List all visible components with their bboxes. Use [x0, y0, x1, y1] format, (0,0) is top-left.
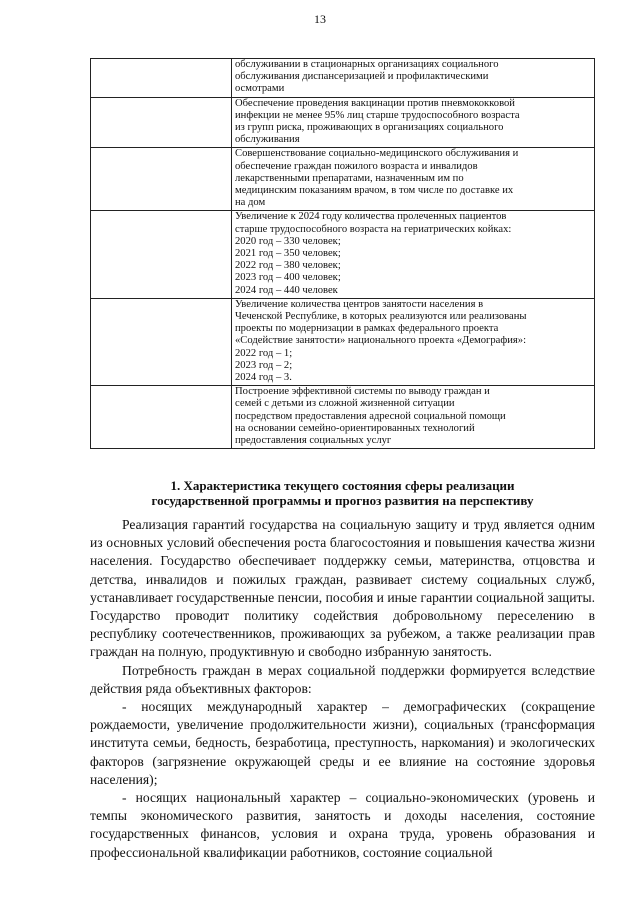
section-title-line-2: государственной программы и прогноз развития на перспективу [151, 492, 534, 508]
table-cell-text [232, 386, 595, 449]
table-cell-text [232, 211, 595, 298]
table-cell-line: на основании семейно-ориентированных технологий [235, 422, 475, 434]
table-cell-line: предоставления социальных услуг [235, 435, 392, 447]
table-cell-line: медицинским показаниям врачом, в том числе по доставке их [235, 185, 514, 197]
table-cell-line: 2024 год – 3. [235, 372, 292, 384]
table-cell-line: проекты по модернизации в рамках федерального проекта [235, 323, 499, 335]
table-cell-line: обеспечение граждан пожилого возраста и инвалидов [235, 160, 478, 172]
table-row [91, 97, 595, 148]
table-cell-text [232, 148, 595, 211]
table-cell-line: 2020 год – 330 человек; [235, 235, 341, 247]
table-row [91, 386, 595, 449]
table-cell-line: лекарственными препаратами, назначенным им по [235, 172, 464, 184]
table-cell-empty [91, 59, 232, 98]
table-row [91, 211, 595, 298]
paragraph: - носящих международный характер – демографических (сокращение рождаемости, увеличение продолжительности жизни), социальных (трансформация института семьи, бедность, безработица, преступность, наркомания) и экологических факторов (загрязнение окружающей среды и ее влияние на состояние здоровья населения); [90, 699, 595, 787]
table-cell-line: обслуживания диспансеризацией и профилактическими [235, 71, 489, 83]
table-cell-line: 2022 год – 380 человек; [235, 260, 341, 272]
table-cell-line: осмотрами [235, 83, 285, 95]
table-cell-line: «Содействие занятости» национального проекта «Демография»: [235, 335, 527, 347]
paragraph: Потребность граждан в мерах социальной поддержки формируется вследствие действия ряда объективных факторов: [90, 662, 595, 696]
table-cell-line: 2021 год – 350 человек; [235, 248, 341, 260]
page-number: 13 [314, 12, 326, 26]
paragraph: Реализация гарантий государства на социальную защиту и труд является одним из основных условий обеспечения роста благосостояния и повышения качества жизни населения. Государство обеспечивает поддержку семьи, материнства, отцовства и детства, инвалидов и пожилых граждан, развивает систему социальных служб, устанавливает государственные пенсии, пособия и иные гарантии социальной защиты. Государство проводит политику содействия добровольному переселению в республику соотечественников, проживающих за рубежом, а также реализации прав граждан на полную, продуктивную и свободно избранную занятость. [90, 517, 595, 660]
table-cell-line: Совершенствование социально-медицинского обслуживания и [235, 148, 519, 160]
table-cell-line: обслуживании в стационарных организациях социального [235, 59, 499, 70]
paragraph: - носящих национальный характер – социально-экономических (уровень и темпы экономического развития, занятость и доходы населения, состояние государственных финансов, условия и охрана труда, уровень образования и профессиональной квалификации работников, состояние социальной [90, 790, 595, 860]
table-cell-line: 2024 год – 440 человек [235, 284, 338, 296]
table-cell-empty [91, 97, 232, 148]
table-cell-line: посредством предоставления адресной социальной помощи [235, 410, 506, 422]
section-title-line-1: 1. Характеристика текущего состояния сферы реализации [170, 478, 515, 493]
table-cell-line: обслуживания [235, 134, 300, 146]
table-cell-line: инфекции не менее 95% лиц старше трудоспособного возраста [235, 109, 520, 121]
table-cell-empty [91, 148, 232, 211]
table-cell-line: Увеличение к 2024 году количества пролеченных пациентов [235, 211, 507, 223]
table-cell-line: Чеченской Республике, в которых реализуются или реализованы [235, 311, 527, 323]
table-cell-empty [91, 386, 232, 449]
table-cell-text [232, 59, 595, 98]
table-cell-line: старше трудоспособного возраста на гериатрических койках: [235, 223, 512, 235]
table-cell-line: 2023 год – 400 человек; [235, 272, 341, 284]
table-cell-line: 2023 год – 2; [235, 359, 293, 371]
table-cell-line: Увеличение количества центров занятости населения в [235, 298, 484, 310]
table-cell-line: Построение эффективной системы по выводу граждан и [235, 386, 490, 398]
table-row [91, 148, 595, 211]
table-row [91, 59, 595, 98]
body-text [90, 516, 595, 862]
targets-table [90, 58, 595, 449]
table-cell-line: семей с детьми из сложной жизненной ситуации [235, 398, 455, 410]
section-title [90, 479, 595, 508]
table-cell-line: Обеспечение проведения вакцинации против пневмококковой [235, 97, 515, 109]
table-cell-line: из групп риска, проживающих в организациях социального [235, 122, 504, 134]
table-row [91, 298, 595, 385]
table-cell-line: 2022 год – 1; [235, 347, 293, 359]
table-cell-line: на дом [235, 197, 266, 209]
table-cell-text [232, 298, 595, 385]
table-cell-empty [91, 298, 232, 385]
table-cell-empty [91, 211, 232, 298]
table-cell-text [232, 97, 595, 148]
